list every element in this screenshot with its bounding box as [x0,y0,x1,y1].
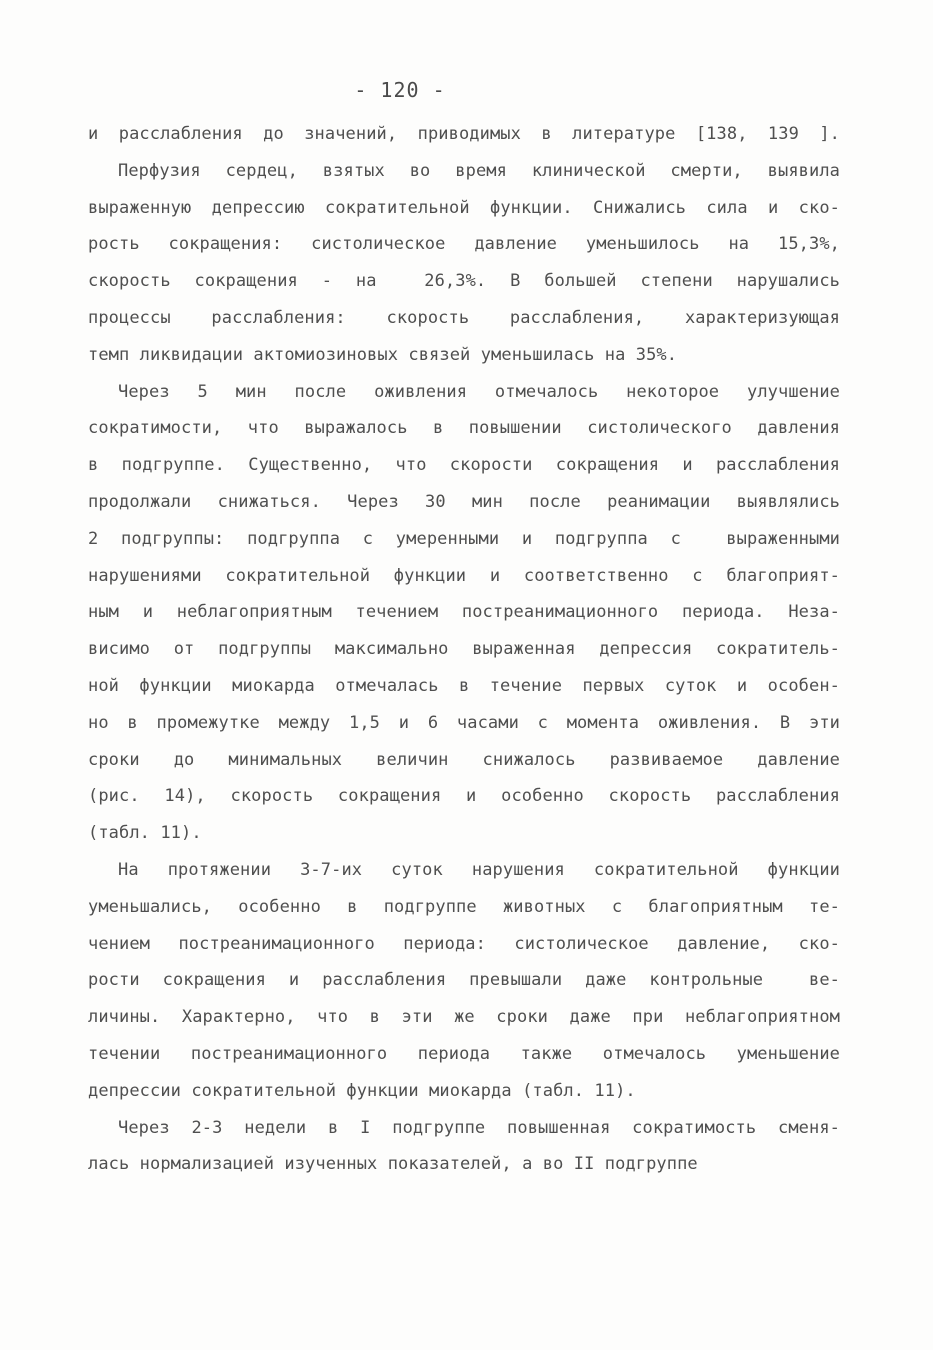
text-line: скорость сокращения - на 26,3%. В большей степени нарушались [88,271,840,292]
text-line: рости сокращения и расслабления превышали даже контрольные ве- [88,970,840,991]
text-line: но в промежутке между 1,5 и 6 часами с момента оживления. В эти [88,712,840,733]
text-line: Перфузия сердец, взятых во время клинической смерти, выявила [118,160,840,181]
text-line: ным и неблагоприятным течением постреанимационного периода. Неза- [88,602,840,623]
text-line: течении постреанимационного периода также отмечалось уменьшение [88,1043,840,1064]
text-line: нарушениями сократительной функции и соответственно с благоприят- [88,565,840,586]
text-line: уменьшались, особенно в подгруппе животных с благоприятным те- [88,896,840,917]
text-line: и расслабления до значений, приводимых в литературе [138, 139 ]. [88,124,840,144]
text-line: (табл. 11). [88,823,202,844]
text-line: процессы расслабления: скорость расслабления, характеризующая [88,307,840,328]
text-line: На протяжении 3-7-их суток нарушения сократительной функции [118,859,840,880]
text-line: депрессии сократительной функции миокарда (табл. 11). [88,1080,636,1101]
text-line: темп ликвидации актомиозиновых связей уменьшилась на 35%. [88,344,678,365]
text-line: выраженную депрессию сократительной функции. Снижались сила и ско- [88,197,840,218]
paragraph-2 [88,374,840,852]
text-line: Через 5 мин после оживления отмечалось некоторое улучшение [118,381,840,402]
text-line: ной функции миокарда отмечалась в течение первых суток и особен- [88,675,840,696]
text-line: личины. Характерно, что в эти же сроки даже при неблагоприятном [88,1007,840,1028]
text-line: чением постреанимационного периода: систолическое давление, ско- [88,933,840,954]
text-line: сроки до минимальных величин снижалось развиваемое давление [88,749,840,770]
text-line: Через 2-3 недели в I подгруппе повышенная сократимость сменя- [118,1117,840,1138]
paragraph-1 [88,116,840,374]
text-line: в подгруппе. Существенно, что скорости сокращения и расслабления [88,455,840,476]
body-text [88,116,840,1183]
text-line: сократимости, что выражалось в повышении систолического давления [88,418,840,439]
text-line: (рис. 14), скорость сокращения и особенно скорость расслабления [88,786,840,807]
paragraph-4 [88,1110,840,1184]
text-line: продолжали снижаться. Через 30 мин после реанимации выявлялись [88,491,840,512]
text-line: лась нормализацией изученных показателей, а во II подгруппе [88,1154,698,1175]
page-number: - 120 - [354,78,446,102]
text-line: 2 подгруппы: подгруппа с умеренными и подгруппа с выраженными [88,528,840,549]
text-line: висимо от подгруппы максимально выраженная депрессия сократитель- [88,639,840,660]
paragraph-3 [88,852,840,1110]
text-line: рость сокращения: систолическое давление уменьшилось на 15,3%, [88,234,840,255]
